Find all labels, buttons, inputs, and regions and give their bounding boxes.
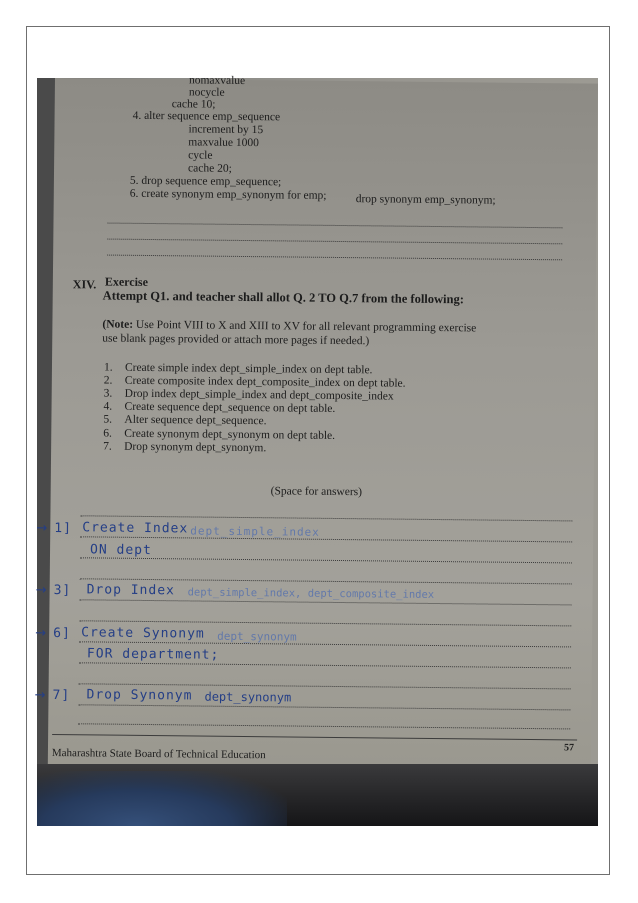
code-item-6-drop: drop synonym emp_synonym;: [355, 193, 496, 207]
code-item-6: 6. create synonym emp_synonym for emp;: [129, 187, 327, 202]
question-num-3: 3.: [103, 387, 113, 400]
arrow-icon: →: [34, 687, 46, 703]
code-item-5: 5. drop sequence emp_sequence;: [129, 174, 282, 189]
answer-3-line-1: Drop Index: [86, 582, 175, 599]
space-for-answers-label: (Space for answers): [270, 485, 363, 499]
answer-6-line-1-faint: dept_synonym: [217, 629, 297, 644]
note-label: (Note:: [102, 318, 134, 331]
arrow-icon: →: [35, 625, 47, 641]
answer-6-line-2: FOR department;: [86, 646, 220, 663]
dotted-line: [107, 239, 562, 245]
answer-line: [78, 704, 570, 710]
code-increment: increment by 15: [188, 123, 264, 137]
question-num-4: 4.: [103, 400, 113, 413]
answer-7-marker: 7]: [52, 688, 71, 704]
note-line-1-text: Use Point VIII to X and XIII to XV for all relevant programming exercise: [135, 318, 477, 335]
arrow-icon: →: [36, 520, 48, 536]
dotted-line: [107, 223, 562, 229]
question-num-6: 6.: [103, 427, 112, 440]
answer-line: [78, 723, 570, 729]
exercise-instruction: Attempt Q1. and teacher shall allot Q. 2 TO Q.7 from the following:: [102, 288, 464, 307]
answer-6-line-1: Create Synonym: [81, 625, 205, 642]
exercise-title: Exercise: [104, 274, 149, 289]
question-num-7: 7.: [103, 440, 112, 453]
fabric-shadow: [37, 771, 287, 826]
answer-7-line-1: Drop Synonym: [86, 687, 193, 704]
code-cache20: cache 20;: [187, 162, 232, 175]
question-text-6: Create synonym dept_synonym on dept table.: [124, 427, 336, 442]
footer-rule: [52, 734, 577, 740]
question-text-5: Alter sequence dept_sequence.: [124, 413, 267, 428]
note-line-2: use blank pages provided or attach more pages if needed.): [102, 332, 370, 348]
answer-1-line-2: ON dept: [89, 542, 152, 559]
workbook-page: [34, 74, 598, 772]
question-text-3: Drop index dept_simple_index and dept_composite_index: [124, 387, 394, 403]
page-number: 57: [563, 742, 575, 754]
answer-7-line-1-tail: dept_synonym: [204, 689, 292, 705]
answer-3-line-1-faint: dept_simple_index, dept_composite_index: [187, 586, 435, 601]
code-maxvalue: maxvalue 1000: [188, 136, 259, 150]
code-cycle: cycle: [188, 149, 213, 162]
arrow-icon: →: [35, 582, 47, 598]
exercise-number: XIV.: [72, 277, 97, 292]
answer-3-marker: 3]: [53, 583, 72, 599]
answer-line: [80, 557, 572, 563]
question-text-4: Create sequence dept_sequence on dept table.: [124, 400, 336, 415]
question-num-5: 5.: [103, 413, 113, 426]
code-line-cache10: cache 10;: [171, 98, 216, 111]
question-text-1: Create simple index dept_simple_index on dept table.: [124, 361, 373, 377]
question-text-2: Create composite index dept_composite_index on dept table.: [124, 374, 406, 390]
question-text-7: Drop synonym dept_synonym.: [124, 440, 267, 455]
question-num-2: 2.: [103, 374, 113, 387]
answer-1-line-1-faint: dept_simple_index: [190, 524, 320, 539]
answer-1-marker: 1]: [54, 521, 73, 537]
code-line-nocycle: nocycle: [188, 86, 225, 99]
answer-line: [80, 599, 572, 605]
answer-6-marker: 6]: [53, 626, 71, 642]
code-line-cut: nomaxvalue: [188, 74, 246, 87]
answer-line: [79, 662, 571, 668]
code-item-4: 4. alter sequence emp_sequence: [132, 109, 281, 124]
dotted-line: [107, 255, 562, 261]
page-photo: [34, 74, 598, 826]
footer-board-name: Maharashtra State Board of Technical Education: [51, 747, 266, 762]
answer-line: [80, 536, 572, 542]
question-num-1: 1.: [103, 361, 113, 374]
answer-1-line-1: Create Index: [82, 520, 189, 537]
